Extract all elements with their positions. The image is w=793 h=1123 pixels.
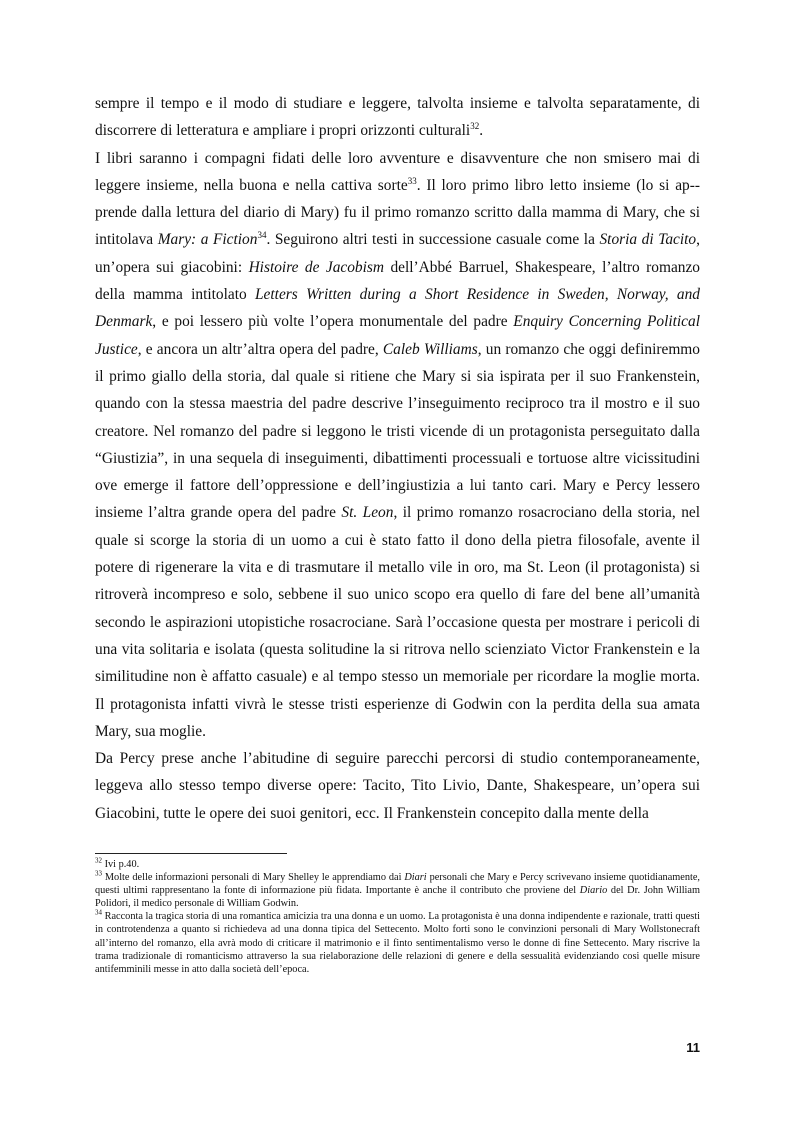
italic-title: Histoire de Jacobism — [248, 258, 384, 276]
footnote — [95, 910, 700, 975]
text-run: , un romanzo che oggi definiremmo il primo giallo della storia, dal quale si ritiene che Mary si sia ispirata per il suo Frankenstein, quando con la stessa maestria del padre descrive l’inseguimento reciproco tra il mostro e il suo creatore. Nel romanzo del padre si leggono le tristi vicende di un protagonista perseguitato dalla “Giustizia”, in una sequela di inseguimenti, dibattimenti processuali e tortuose altre vicissitudini ove emerge il fattore dell’oppressione e dell’ingiustizia a lui tanto cari. Mary e Percy lessero insieme l’altra grande opera del padre — [95, 340, 700, 522]
text-run: , e poi lessero più volte l’opera monumentale del padre — [152, 313, 514, 331]
italic-title: Enquiry Concerning Political Justice — [95, 313, 700, 358]
text-run: personali che Mary e Percy scrivevano insieme quotidianamente, questi ultimi rappresentano la fonte di informazione più fidata. Importante è anche il contributo che proviene del — [95, 872, 701, 897]
text-run: . Il loro primo libro letto insieme (lo si ap-prende dalla lettura del diario di Mary) fu il primo romanzo scritto dalla mamma di Mary, che si intitolava — [95, 176, 700, 249]
italic-title: Mary: a Fiction — [157, 231, 258, 249]
italic-title: St. Leon — [341, 504, 394, 522]
footnote-number: 33 — [95, 869, 102, 878]
text-run: , un’opera sui giacobini: — [95, 231, 700, 276]
text-run: Racconta la tragica storia di una romantica amicizia tra una donna e un uomo. La protagonista è una donna indipendente e razionale, tratti questi in controtendenza a quanto si richiedeva ad una donna tipica del Settecento. Molto forti sono le convinzioni personali di Mary Wollstonecraft all’interno del romanzo, ella avrà modo di criticare il matrimonio e il finto sentimentalismo verso le donne di fine Settecento. Mary riscrive la trama tradizionale di romanticismo attraverso la sua rielaborazione delle relazioni di genere e della sessualità evidenziando cosi quelle misure antifemminili messe in atto dalla società dell’epoca. — [95, 911, 700, 975]
text-run: . Seguirono altri testi in successione casuale come la — [266, 231, 600, 249]
italic-title: Diario — [579, 885, 608, 897]
text-run: dell’Abbé Barruel, Shakespeare, l’altro romanzo della mamma intitolato — [95, 258, 700, 304]
paragraph — [95, 145, 700, 746]
text-run: sempre il tempo e il modo di studiare e leggere, talvolta insieme e talvolta separatamente, di discorrere di letteratura e ampliare i propri orizzonti culturali — [95, 95, 700, 140]
text-run: Molte delle informazioni personali di Mary Shelley le apprendiamo dai — [102, 872, 405, 884]
text-run: . — [479, 122, 484, 140]
italic-title: Caleb Williams — [382, 340, 478, 358]
text-run: Ivi p.40. — [102, 859, 140, 870]
footnote-reference: 33 — [407, 175, 417, 186]
page-number: 11 — [686, 1040, 700, 1055]
text-run: I libri saranno i compagni fidati delle loro avventure e disavventure che non smisero mai di leggere insieme, nella buona e nella cattiva sorte — [95, 149, 700, 194]
text-run: , e ancora un altr’altra opera del padre, — [137, 340, 383, 358]
text-run: , il primo romanzo rosacrociano della storia, nel quale si scorge la storia di un uomo a cui è stato fatto il dono della pietra filosofale, avente il potere di rigenerare la vita e di trasmutare il metallo vile in oro, ma St. Leon (il protagonista) si ritroverà incompreso e solo, sebbene il suo unico scopo era quello di fare del bene all’umanità secondo le aspirazioni utopistiche rosacrociane. Sarà l’occasione questa per mostrare i pericoli di una vita solitaria e isolata (questa solitudine la si ritrova nello scienziato Victor Frankenstein e la similitudine non è affatto casuale) e al tempo stesso un memoriale per ricordare la moglie morta. Il protagonista infatti vivrà le stesse tristi esperienze di Godwin con la perdita della sua amata Mary, sua moglie. — [95, 504, 700, 740]
italic-title: Letters Written during a Short Residence in Sweden, Norway, and Denmark — [95, 286, 700, 331]
footnote-reference: 34 — [257, 230, 267, 241]
main-text — [95, 90, 700, 827]
text-run: del Dr. John William Polidori, il medico personale di William Godwin. — [95, 885, 700, 910]
footnote — [95, 871, 700, 910]
footnote-reference: 32 — [470, 121, 480, 132]
text-run: Da Percy prese anche l’abitudine di seguire parecchi percorsi di studio contemporaneamente, leggeva allo stesso tempo diverse opere: Tacito, Tito Livio, Dante, Shakespeare, un’opera sui Giacobini, tutte le opere dei suoi genitori, ecc. Il Frankenstein concepito dalla mente della — [95, 750, 700, 822]
italic-title: Storia di Tacito — [599, 231, 697, 249]
footnote — [95, 858, 700, 871]
footnote-separator — [95, 853, 287, 854]
italic-title: Diari — [404, 872, 427, 884]
paragraph — [95, 745, 700, 827]
footnote-number: 32 — [95, 856, 102, 865]
footnote-number: 34 — [95, 908, 102, 917]
paragraph — [95, 90, 700, 145]
footnotes — [95, 858, 700, 976]
